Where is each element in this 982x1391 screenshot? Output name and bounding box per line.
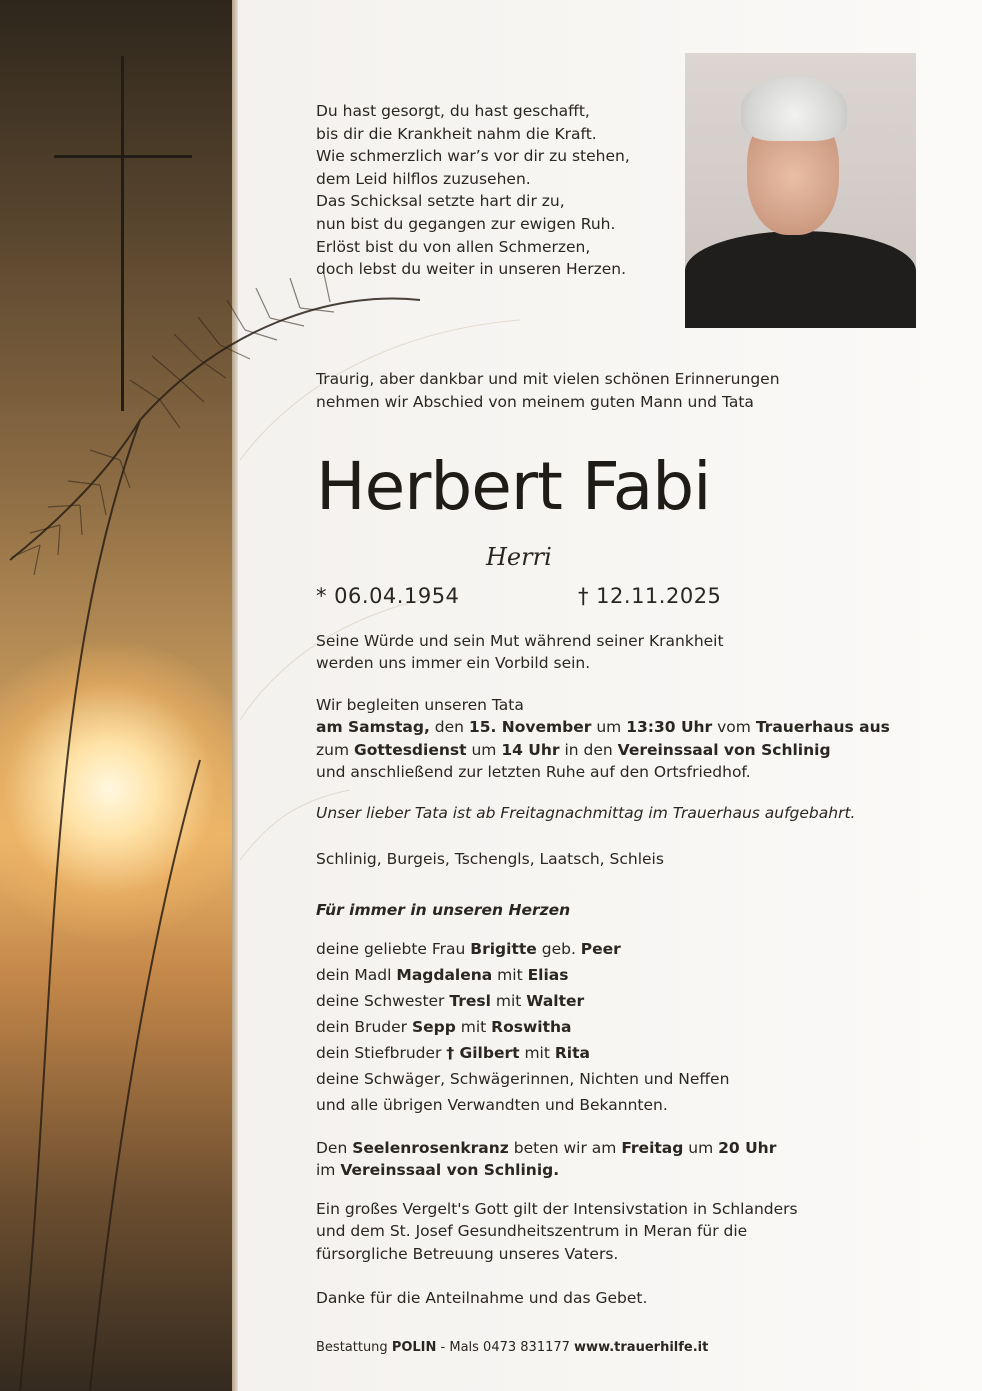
family-member: deine Schwäger, Schwägerinnen, Nichten und Neffen <box>316 1070 730 1088</box>
thanks-line: und dem St. Josef Gesundheitszentrum in Meran für die <box>316 1222 748 1241</box>
funeral-line: zum Gottesdienst um 14 Uhr in den Vereinssaal von Schlinig <box>316 740 831 759</box>
poem-line: Du hast gesorgt, du hast geschafft, <box>316 102 590 120</box>
poem-line: Erlöst bist du von allen Schmerzen, <box>316 237 591 256</box>
dignity-line: werden uns immer ein Vorbild sein. <box>316 654 591 673</box>
family-member: dein Madl Magdalena mit Elias <box>316 966 569 984</box>
poem-line: Wie schmerzlich war’s vor dir zu stehen, <box>316 147 630 166</box>
life-dates <box>316 584 722 608</box>
family-member: deine Schwester Tresl mit Walter <box>316 992 585 1010</box>
viewing-note: Unser lieber Tata ist ab Freitagnachmittag im Trauerhaus aufgebahrt. <box>316 804 856 822</box>
rosary-line: Den Seelenrosenkranz beten wir am Freitag um 20 Uhr <box>316 1139 777 1157</box>
nickname: Herri <box>486 543 552 571</box>
death-date: † 12.11.2025 <box>578 584 722 608</box>
footer: Bestattung POLIN - Mals 0473 831177 www.trauerhilfe.it <box>316 1340 709 1355</box>
poem-line: bis dir die Krankheit nahm die Kraft. <box>316 124 597 143</box>
family-member: deine geliebte Frau Brigitte geb. Peer <box>316 940 621 958</box>
family-member: dein Stiefbruder † Gilbert mit Rita <box>316 1044 590 1062</box>
portrait-photo <box>685 53 916 328</box>
birth-date: * 06.04.1954 <box>316 584 460 608</box>
poem-line: doch lebst du weiter in unseren Herzen. <box>316 260 626 279</box>
cross-icon <box>54 56 192 411</box>
dignity-text <box>316 630 724 675</box>
poem <box>316 100 630 281</box>
funeral-line: Wir begleiten unseren Tata <box>316 696 524 714</box>
thanks-line: fürsorgliche Betreuung unseres Vaters. <box>316 1244 619 1263</box>
funeral-line: und anschließend zur letzten Ruhe auf den Ortsfriedhof. <box>316 763 751 782</box>
dignity-line: Seine Würde und sein Mut während seiner Krankheit <box>316 632 724 650</box>
website-link[interactable]: www.trauerhilfe.it <box>574 1340 709 1355</box>
intro-line: Traurig, aber dankbar und mit vielen schönen Erinnerungen <box>316 370 780 388</box>
family-heading: Für immer in unseren Herzen <box>316 901 571 919</box>
rosary-info <box>316 1137 776 1182</box>
rosary-line: im Vereinssaal von Schlinig. <box>316 1161 560 1180</box>
funeral-home-name: POLIN <box>391 1340 437 1355</box>
deceased-name: Herbert Fabi <box>316 448 711 525</box>
thanks-line: Ein großes Vergelt's Gott gilt der Intensivstation in Schlanders <box>316 1200 798 1218</box>
intro-line: nehmen wir Abschied von meinem guten Mann und Tata <box>316 392 754 411</box>
family-member: dein Bruder Sepp mit Roswitha <box>316 1018 572 1036</box>
family-list <box>316 936 729 1118</box>
family-member: und alle übrigen Verwandten und Bekannten. <box>316 1096 668 1114</box>
poem-line: nun bist du gegangen zur ewigen Ruh. <box>316 214 616 233</box>
hospital-thanks <box>316 1198 798 1265</box>
funeral-line: am Samstag, den 15. November um 13:30 Uhr vom Trauerhaus aus <box>316 718 890 737</box>
intro-text <box>316 368 780 413</box>
thanks-note: Danke für die Anteilnahme und das Gebet. <box>316 1289 648 1307</box>
poem-line: Das Schicksal setzte hart dir zu, <box>316 192 565 211</box>
poem-line: dem Leid hilflos zuzusehen. <box>316 169 531 188</box>
funeral-info <box>316 694 890 784</box>
places: Schlinig, Burgeis, Tschengls, Laatsch, Schleis <box>316 850 664 868</box>
